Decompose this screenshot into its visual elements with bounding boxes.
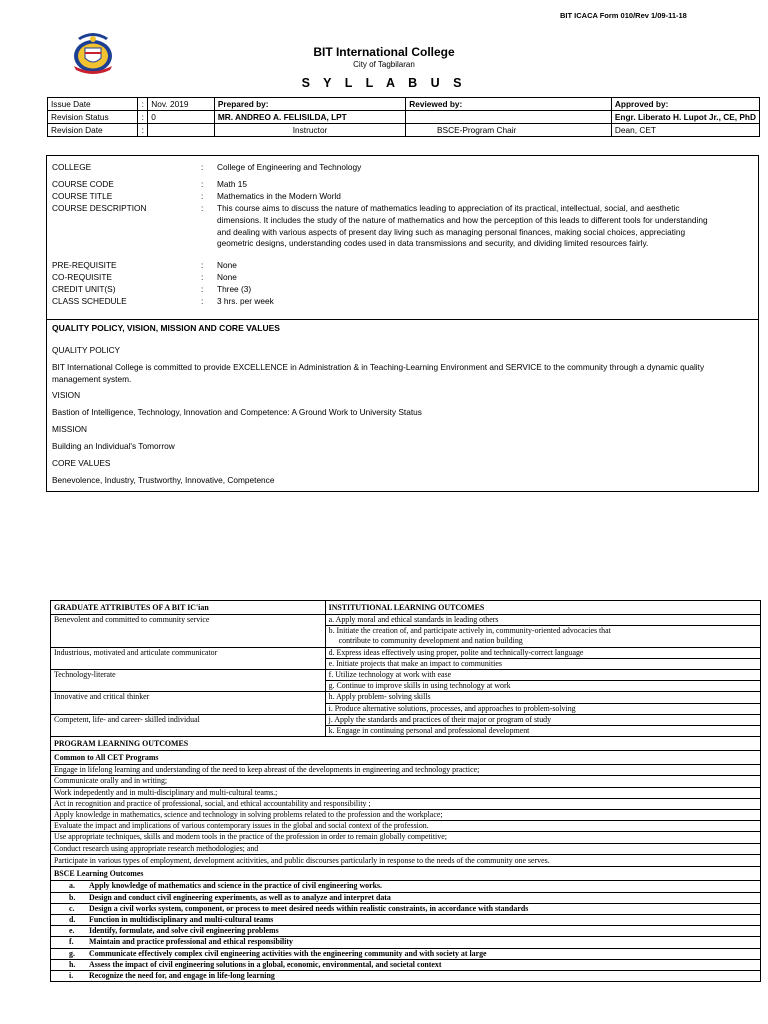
bsce-outcomes-header: BSCE Learning Outcomes <box>51 867 761 881</box>
institutional-outcome: j. Apply the standards and practices of their major or program of study <box>325 714 760 725</box>
prepared-by-name: MR. ANDREO A. FELISILDA, LPT <box>214 111 405 124</box>
credit-units-value: Three (3) <box>217 284 252 294</box>
revision-date-value <box>148 124 215 137</box>
city-name: City of Tagbilaran <box>353 60 415 69</box>
bsce-outcome <box>51 970 761 981</box>
graduate-attributes-header: GRADUATE ATTRIBUTES OF A BIT IC'ian <box>51 601 326 615</box>
bsce-outcome <box>51 959 761 970</box>
institutional-outcome: a. Apply moral and ethical standards in leading others <box>325 615 760 626</box>
colon: : <box>138 111 148 124</box>
bsce-outcome <box>51 948 761 959</box>
institutional-outcome: h. Apply problem- solving skills <box>325 692 760 703</box>
corequisite-label: CO-REQUISITE <box>52 272 112 282</box>
cet-outcome: Participate in various types of employment, development acitivities, and public discourses particularly in response to the needs of the community one serves. <box>51 854 761 867</box>
colon: : <box>201 272 204 282</box>
document-control-table <box>47 97 760 137</box>
prepared-by-label: Prepared by: <box>214 98 405 111</box>
colon: : <box>201 191 204 201</box>
colon: : <box>138 124 148 137</box>
college-value: College of Engineering and Technology <box>217 162 362 172</box>
bsce-outcome <box>51 937 761 948</box>
core-values-text: Benevolence, Industry, Trustworthy, Innovative, Competence <box>52 475 275 485</box>
outcome-text: Assess the impact of civil engineering solutions in a global, economic, environmental, and societal context <box>89 959 442 969</box>
outcome-text: Identify, formulate, and solve civil engineering problems <box>89 926 279 936</box>
institutional-outcome: d. Express ideas effectively using proper, polite and technically-correct language <box>325 647 760 658</box>
reviewed-by-label: Reviewed by: <box>406 98 547 111</box>
document-title: S Y L L A B U S <box>301 76 467 90</box>
issue-date-value: Nov. 2019 <box>148 98 215 111</box>
bsce-outcome <box>51 914 761 925</box>
bsce-outcome <box>51 903 761 914</box>
colon: : <box>201 284 204 294</box>
college-label: COLLEGE <box>52 162 92 172</box>
course-code-value: Math 15 <box>217 179 247 189</box>
outcome-line: b. Initiate the creation of, and participate actively in, community-oriented advocacies that <box>328 626 611 636</box>
reviewer-role-spacer <box>547 124 611 137</box>
quality-policy-text: BIT International College is committed to provide EXCELLENCE in Administration & in Teaching-Learning Environment and SERVICE to the community through a dynamic quality management system. <box>52 362 705 384</box>
learning-outcomes-table <box>50 600 761 982</box>
graduate-attribute: Technology-literate <box>51 670 326 692</box>
outcome-text: Maintain and practice professional and ethical responsibility <box>89 937 294 947</box>
outcome-text: Communicate effectively complex civil engineering activities with the engineering community and with society at large <box>89 948 487 958</box>
outcome-letter: d. <box>69 914 76 924</box>
course-code-label: COURSE CODE <box>52 179 114 189</box>
cet-outcome: Use appropriate techniques, skills and modern tools in the practice of the profession in order to remain globally competitive; <box>51 832 761 843</box>
course-title-label: COURSE TITLE <box>52 191 113 201</box>
outcome-letter: i. <box>69 970 74 980</box>
graduate-attribute: Benevolent and committed to community service <box>51 615 326 648</box>
outcome-text: Recognize the need for, and engage in life-long learning <box>89 970 275 980</box>
prerequisite-label: PRE-REQUISITE <box>52 260 117 270</box>
class-schedule-value: 3 hrs. per week <box>217 296 274 306</box>
cet-outcome: Apply knowledge in mathematics, science and technology in solving problems related to the profession and the workplace; <box>51 810 761 821</box>
revision-status-value: 0 <box>148 111 215 124</box>
outcome-text: Design a civil works system, component, or process to meet desired needs within realistic constraints, in accordance with standards <box>89 903 529 913</box>
cet-outcome: Engage in lifelong learning and understanding of the need to keep abreast of the developments in engineering and technology practice; <box>51 765 761 776</box>
program-outcomes-header: PROGRAM LEARNING OUTCOMES <box>51 737 761 751</box>
institutional-outcome: f. Utilize technology at work with ease <box>325 670 760 681</box>
institutional-outcome: k. Engage in continuing personal and professional development <box>325 726 760 737</box>
cet-outcome: Conduct research using appropriate research methodologies; and <box>51 843 761 854</box>
colon: : <box>201 203 204 213</box>
credit-units-label: CREDIT UNIT(S) <box>52 284 116 294</box>
quality-policy-label: QUALITY POLICY <box>52 345 121 355</box>
bsce-outcome <box>51 892 761 903</box>
outcome-letter: b. <box>69 892 76 902</box>
vision-label: VISION <box>52 390 81 400</box>
outcome-letter: c. <box>69 903 75 913</box>
quality-section-heading: QUALITY POLICY, VISION, MISSION AND CORE VALUES <box>52 323 280 333</box>
institutional-outcome <box>325 626 760 647</box>
outcome-letter: h. <box>69 959 76 969</box>
mission-text: Building an Individual's Tomorrow <box>52 441 175 451</box>
mission-label: MISSION <box>52 424 88 434</box>
reviewed-by-role: BSCE-Program Chair <box>406 124 547 137</box>
college-name: BIT International College <box>313 45 455 59</box>
prepared-by-role: Instructor <box>214 124 405 137</box>
graduate-attribute: Innovative and critical thinker <box>51 692 326 714</box>
institutional-outcome: i. Produce alternative solutions, processes, and approaches to problem-solving <box>325 703 760 714</box>
cet-outcome: Work indepedently and in multi-disciplinary and multi-cultural teams.; <box>51 787 761 798</box>
colon: : <box>138 98 148 111</box>
revision-date-label: Revision Date <box>48 124 138 137</box>
outcome-letter: a. <box>69 881 75 891</box>
graduate-attribute: Industrious, motivated and articulate communicator <box>51 647 326 669</box>
cet-outcome: Communicate orally and in writing; <box>51 776 761 787</box>
institutional-outcome: e. Initiate projects that make an impact to communities <box>325 658 760 669</box>
cet-outcome: Act in recognition and practice of professional, social, and ethical accountability and responsibility ; <box>51 798 761 809</box>
outcome-letter: g. <box>69 948 75 958</box>
outcome-line: contribute to community development and nation building <box>338 636 523 646</box>
outcome-letter: f. <box>69 937 74 947</box>
outcome-letter: e. <box>69 926 75 936</box>
colon: : <box>201 179 204 189</box>
outcome-text: Design and conduct civil engineering experiments, as well as to analyze and interpret data <box>89 892 391 902</box>
colon: : <box>201 296 204 306</box>
approved-by-label: Approved by: <box>611 98 759 111</box>
bsce-outcome <box>51 881 761 892</box>
vision-text: Bastion of Intelligence, Technology, Innovation and Competence: A Ground Work to University Status <box>52 407 422 417</box>
issue-date-label: Issue Date <box>48 98 138 111</box>
outcome-text: Function in multidisciplinary and multi-cultural teams <box>89 914 274 924</box>
form-reference: BIT ICACA Form 010/Rev 1/09-11-18 <box>560 11 687 20</box>
reviewer-spacer <box>547 111 611 124</box>
approved-by-role: Dean, CET <box>611 124 759 137</box>
institutional-outcomes-header: INSTITUTIONAL LEARNING OUTCOMES <box>325 601 760 615</box>
approved-by-name: Engr. Liberato H. Lupot Jr., CE, PhD <box>611 111 759 124</box>
course-info-box <box>46 155 759 320</box>
graduate-attribute: Competent, life- and career- skilled individual <box>51 714 326 736</box>
course-title-value: Mathematics in the Modern World <box>217 191 341 201</box>
course-description-label: COURSE DESCRIPTION <box>52 203 147 213</box>
colon: : <box>201 162 204 172</box>
outcome-text: Apply knowledge of mathematics and science in the practice of civil engineering works. <box>89 881 383 891</box>
core-values-label: CORE VALUES <box>52 458 111 468</box>
prerequisite-value: None <box>217 260 237 270</box>
reviewer-name <box>406 111 547 124</box>
corequisite-value: None <box>217 272 237 282</box>
cet-outcome: Evaluate the impact and implications of various contemporary issues in the global and social context of the profession. <box>51 821 761 832</box>
revision-status-label: Revision Status <box>48 111 138 124</box>
reviewed-spacer <box>547 98 611 111</box>
institutional-outcome: g. Continue to improve skills in using technology at work <box>325 681 760 692</box>
bsce-outcome <box>51 926 761 937</box>
cet-programs-header: Common to All CET Programs <box>51 751 761 765</box>
quality-policy-box <box>46 320 759 492</box>
colon: : <box>201 260 204 270</box>
class-schedule-label: CLASS SCHEDULE <box>52 296 127 306</box>
course-description-value: This course aims to discuss the nature of mathematics leading to appreciation of its practical, intellectual, social, and aesthetic dimensions. It includes the study of the nature of mathematics and how the perception of this leads to different tools for understanding and dealing with various aspects of present day living such as managing personal finances, making social choices, appreciating geometric designs, understanding codes used in data transmissions and security, and dividing limited resources fairly. <box>217 203 708 249</box>
